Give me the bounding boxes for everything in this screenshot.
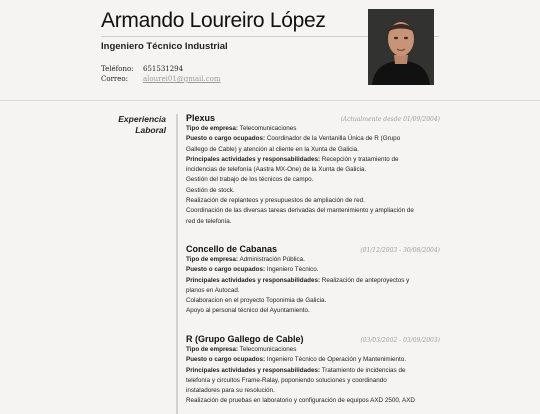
- job-responsibilities-value: Realización de anteproyectos y: [321, 276, 410, 284]
- job-position: [186, 355, 440, 365]
- company-type-value: Telecomunicaciones: [239, 346, 297, 353]
- job-responsibilities-value: Recepción y tratamiento de: [321, 155, 399, 163]
- job-responsibilities: [186, 366, 440, 376]
- job-detail: Coordinación de las diversas tareas derivadas del mantenimiento y ampliación de: [186, 207, 414, 215]
- job-entry: [186, 113, 440, 227]
- job-dates: (Actualmente desde 01/09/2004): [340, 116, 440, 123]
- company-type-value: Telecomunicaciones: [239, 125, 297, 132]
- job-responsibilities-cont: instaladores para su resolución.: [186, 387, 275, 395]
- job-detail: Realización de pruebas en laboratorio y configuración de equipos AXD 2500, AXD: [186, 397, 415, 405]
- company-type-label: Tipo de empresa:: [186, 125, 239, 132]
- job-responsibilities-label: Principales actividades y responsabilidades:: [186, 276, 321, 284]
- company-name: Concello de Cabanas: [186, 244, 278, 254]
- person-name: Armando Loureiro López: [101, 9, 326, 32]
- job-position-label: Puesto o cargo ocupados:: [186, 135, 266, 143]
- company-type-value: Administración Pública.: [239, 256, 305, 263]
- job-detail: Apoyo al personal técnico del Ayuntamiento.: [186, 307, 310, 315]
- job-detail: Realización de replanteos y presupuestos de ampliación de red.: [186, 197, 365, 205]
- job-responsibilities: [186, 155, 440, 165]
- job-responsibilities: [186, 276, 440, 286]
- email-link[interactable]: alourei01@gmail.com: [143, 75, 221, 83]
- job-detail: Gestión de stock.: [186, 186, 235, 194]
- email-label: Correo:: [101, 75, 128, 83]
- company-type: [186, 345, 440, 355]
- job-detail: red de telefonía.: [186, 217, 232, 225]
- phone-label: Teléfono:: [101, 65, 134, 73]
- email-row: [101, 74, 221, 84]
- company-type-label: Tipo de empresa:: [186, 346, 239, 353]
- job-responsibilities-cont: incidencias de telefonía (Aastra MX-One) de la Xunta de Galicia.: [186, 166, 367, 174]
- job-position: [186, 265, 440, 275]
- section-title-line-1: Experiencia: [118, 114, 166, 124]
- timeline-line: [176, 114, 178, 414]
- header-divider: [0, 100, 540, 101]
- job-position-label: Puesto o cargo ocupados:: [186, 356, 266, 364]
- company-name: R (Grupo Gallego de Cable): [186, 334, 304, 344]
- company-type: [186, 255, 440, 265]
- contact-info: [101, 64, 221, 84]
- job-dates: (01/12/2003 - 30/08/2004): [360, 247, 440, 254]
- company-type: [186, 124, 440, 134]
- job-position: [186, 134, 440, 144]
- profile-photo-image: [368, 9, 434, 85]
- phone-value: 651531294: [143, 65, 184, 73]
- job-entry: [186, 244, 440, 317]
- company-name: Plexus: [186, 113, 216, 123]
- job-position-label: Puesto o cargo ocupados:: [186, 266, 266, 274]
- job-responsibilities-cont: planos en Autocad.: [186, 286, 240, 294]
- job-detail: Gestión del trabajo de los técnicos de campo.: [186, 176, 314, 184]
- phone-row: [101, 64, 221, 74]
- job-position-value: Ingeniero Técnico de Operación y Mantenimiento.: [266, 356, 407, 364]
- company-type-label: Tipo de empresa:: [186, 256, 239, 263]
- professional-title: Ingeniero Técnico Industrial: [101, 41, 228, 52]
- job-responsibilities-value: Tratamiento de incidencias de: [321, 366, 406, 374]
- job-detail: Colaboracion en el proyecto Toponimia de Galicia.: [186, 297, 327, 305]
- job-position-value: Ingeniero Técnico.: [266, 266, 319, 274]
- job-responsibilities-label: Principales actividades y responsabilidades:: [186, 155, 321, 163]
- section-title-line-2: Laboral: [135, 124, 166, 135]
- job-position-value: Coordinador de la Ventanilla Única de R (Grupo: [266, 135, 401, 143]
- job-responsibilities-cont: telefonía y circuitos Frame-Ralay, poponiendo soluciones y coordinando: [186, 376, 387, 384]
- job-entry: [186, 334, 440, 407]
- section-title-experience: [100, 114, 166, 135]
- profile-photo: [368, 9, 434, 85]
- job-dates: (03/03/2002 - 03/09/2003): [360, 337, 440, 344]
- job-responsibilities-label: Principales actividades y responsabilidades:: [186, 366, 321, 374]
- job-position-cont: Gallego de Cable) y atención al cliente en la Xunta de Galicia.: [186, 145, 359, 153]
